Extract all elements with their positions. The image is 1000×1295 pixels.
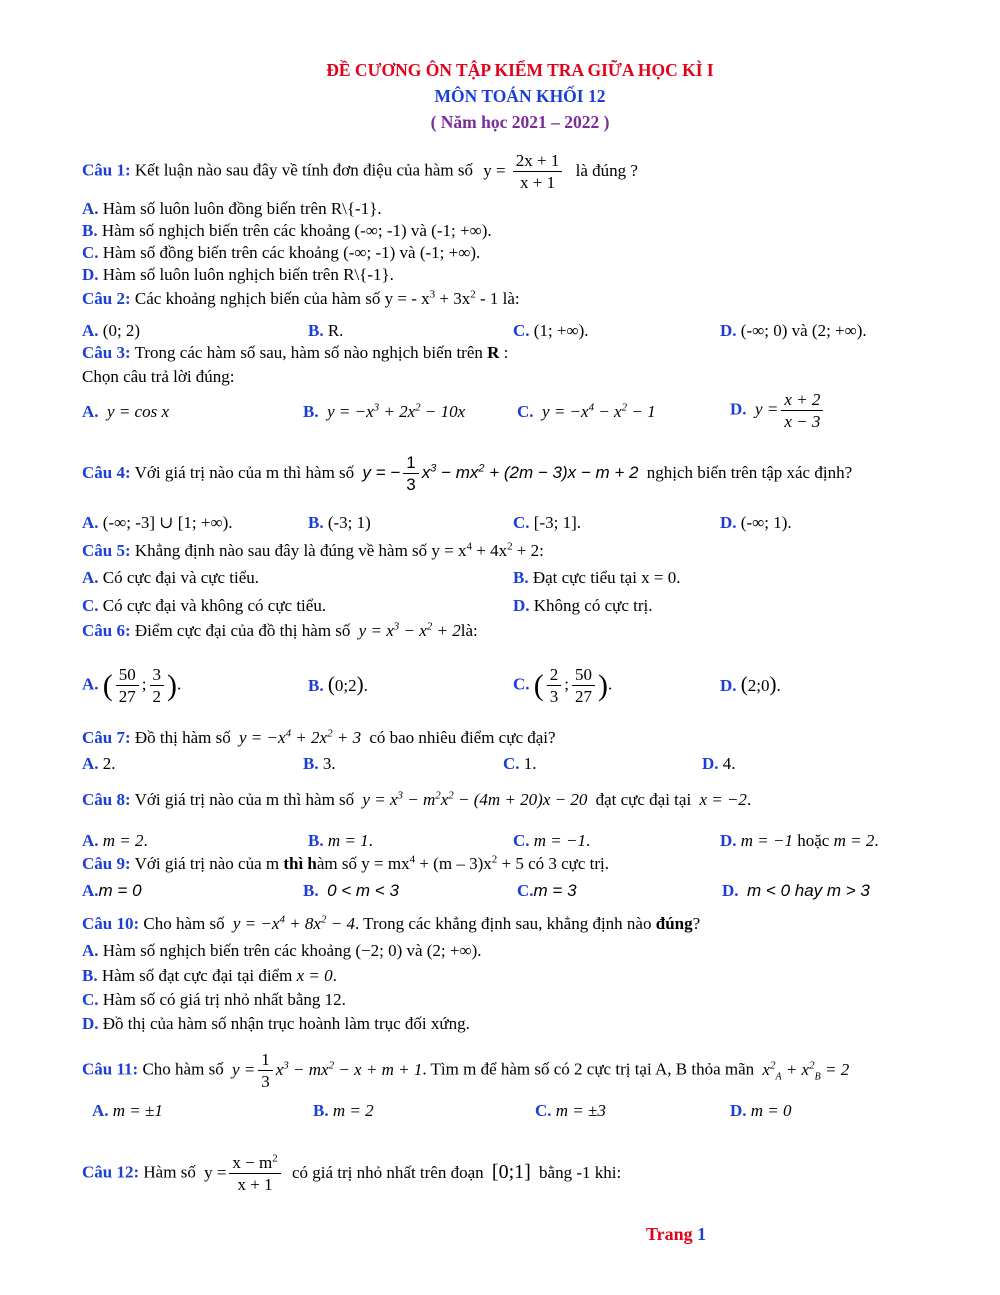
function-fraction (513, 150, 563, 194)
option-text: Không có cực trị. (533, 596, 653, 615)
q10-option-c (82, 990, 346, 1010)
option-text: (-∞; -3] ∪ [1; +∞). (102, 513, 233, 532)
option-letter: D. (720, 321, 737, 340)
option-letter: B. (303, 754, 319, 773)
interval: [0;1] (491, 1160, 531, 1183)
function-expression: y = $\frac{1}{3}$ $x^3 - mx^2 - x + m + 1$ (231, 1050, 423, 1092)
option-text: Hàm số luôn luôn đồng biến trên R\{-1}. (102, 199, 382, 218)
q1-option-c (82, 243, 480, 263)
set-symbol: R (487, 343, 500, 362)
question-text: - 1 là: (475, 289, 520, 308)
q7-option-c (503, 754, 537, 774)
question-text-end: đạt cực đại tại (595, 790, 692, 809)
q1-option-a (82, 199, 382, 219)
question-label: Câu 11: (82, 1059, 139, 1079)
q9-option-b (303, 881, 399, 901)
q3-option-c (517, 402, 656, 422)
q11-option-b (313, 1101, 374, 1121)
question-text: Điểm cực đại của đồ thị hàm số (134, 621, 351, 640)
option-letter: C. (535, 1101, 552, 1120)
option-letter: B. (308, 321, 324, 340)
option-letter: C. (517, 402, 534, 421)
question-9: Câu 9: Với giá trị nào của m thì hàm số $y = mx^4 + (m - 3)x^2 + 5$ có 3 cực trị. (82, 853, 610, 873)
q4-option-d (720, 513, 792, 533)
question-3-sub: Chọn câu trả lời đúng: (82, 367, 235, 386)
question-label: Câu 10: (82, 914, 140, 933)
option-letter: D. (513, 596, 530, 615)
option-text: Có cực đại và không có cực tiểu. (102, 596, 327, 615)
question-10: Câu 10: Cho hàm số $y = -x^4 + 8x^2 - 4$. Trong các khẳng định sau, khẳng định nào đúng? (82, 913, 701, 933)
q3-option-d (730, 389, 826, 433)
option-math: 0 < m < 3 (327, 881, 399, 900)
q3-option-b (303, 402, 465, 422)
question-label: Câu 12: (82, 1162, 140, 1182)
option-letter: B. (82, 221, 98, 240)
question-text: có giá trị nhỏ nhất trên đoạn (291, 1162, 484, 1182)
option-math: m = 3 (533, 881, 577, 900)
question-label: Câu 8: (82, 790, 131, 809)
question-text: Hàm số (143, 1162, 196, 1182)
option-letter: A. (82, 568, 99, 587)
option-letter: A. (82, 674, 99, 694)
option-text: 2. (102, 754, 116, 773)
option-letter: C. (82, 596, 99, 615)
doc-title: ĐỀ CƯƠNG ÔN TẬP KIỂM TRA GIỮA HỌC KÌ I (326, 60, 714, 80)
option-text: Đạt cực tiểu tại x = 0. (532, 568, 681, 587)
question-text-end: có bao nhiêu điểm cực đại? (369, 728, 556, 747)
question-label: Câu 9: (82, 854, 131, 873)
option-text: Hàm số đạt cực đại tại điểm (101, 966, 297, 985)
question-label: Câu 7: (82, 728, 131, 747)
option-text: (1; +∞). (533, 321, 589, 340)
option-letter: A. (82, 199, 99, 218)
q2-option-b (308, 321, 343, 341)
q7-option-b (303, 754, 336, 774)
option-text: 2;0 (747, 676, 770, 695)
option-letter: B. (313, 1101, 329, 1120)
condition-math: x = −2 (699, 790, 747, 809)
option-letter: D. (82, 1014, 99, 1033)
function-lhs: y = (204, 1162, 227, 1182)
q2-option-c (513, 321, 589, 341)
option-text: (-3; 1) (327, 513, 371, 532)
option-letter: B. (308, 513, 324, 532)
option-text: (-∞; 1). (740, 513, 792, 532)
q1-option-b (82, 221, 492, 241)
fraction-numerator: 2x + 1 (513, 150, 563, 172)
option-letter: C. (82, 990, 99, 1009)
doc-year: ( Năm học 2021 – 2022 ) (430, 112, 610, 132)
q1-option-d (82, 265, 394, 285)
question-text-end: bằng -1 khi: (539, 1162, 622, 1182)
option-letter: D. (720, 831, 737, 850)
q7-option-a (82, 754, 116, 774)
q5-option-a (82, 568, 259, 588)
option-letter: B. (308, 676, 324, 695)
q6-option-a: A. ( $\frac{50}{27}$ ; $\frac{3}{2}$ ). (82, 665, 182, 707)
option-text: R. (327, 321, 344, 340)
q2-option-d (720, 321, 867, 341)
option-math: m = 2 (102, 831, 144, 850)
q4-option-a (82, 513, 233, 533)
option-math: m = −1 (740, 831, 794, 850)
question-text-end: . Tìm m để hàm số có 2 cực trị tại A, B thỏa mãn (422, 1059, 755, 1079)
q6-option-d: D. (2;0). (720, 672, 781, 696)
option-text: 1. (523, 754, 537, 773)
option-math: x = 0 (296, 966, 333, 985)
question-7 (82, 728, 556, 748)
q10-option-b: B. Hàm số đạt cực đại tại điểm x = 0. (82, 966, 337, 985)
function-expression: $y = x^3 - m^2x^2 - (4m + 20)x - 20$ (362, 789, 588, 809)
option-text: (0; 2) (102, 321, 141, 340)
question-text: Với giá trị nào của m (134, 854, 284, 873)
option-letter: B. (82, 966, 98, 985)
option-letter: A. (82, 831, 99, 850)
option-text: Hàm số có giá trị nhỏ nhất bằng 12. (102, 990, 346, 1009)
option-math: m = 0 (98, 881, 142, 900)
question-text: Với giá trị nào của m thì hàm số (134, 790, 355, 809)
option-math: y = cos x (107, 402, 170, 421)
option-letter: C. (513, 674, 530, 694)
function-expression: $y = -x^4 + 8x^2 - 4$ (232, 913, 355, 933)
option-math: $y = -x^4 - x^2 - 1$ (542, 401, 656, 421)
function-fraction: $\frac{x - m^2}{x + 1}$ (229, 1152, 280, 1196)
q11-option-c (535, 1101, 606, 1121)
function-lhs: y = (483, 160, 506, 180)
exponent: 3 (429, 288, 436, 301)
option-text: 0;2 (334, 676, 357, 695)
question-label: Câu 5: (82, 541, 131, 560)
question-6 (82, 621, 478, 641)
option-fraction: $\frac{x + 2}{x - 3}$ (781, 389, 823, 433)
question-label: Câu 2: (82, 289, 131, 308)
question-11 (82, 1049, 849, 1093)
question-text: Kết luận nào sau đây về tính đơn điệu của hàm số (134, 160, 473, 180)
question-label: Câu 6: (82, 621, 131, 640)
question-3 (82, 343, 508, 363)
option-text: Hàm số luôn luôn nghịch biến trên R\{-1}. (102, 265, 394, 284)
option-letter: C. (513, 321, 530, 340)
q8-option-a: A. m = 2. (82, 831, 148, 850)
option-letter: B. (308, 831, 324, 850)
option-letter: C. (517, 881, 534, 900)
q9-option-a (82, 881, 142, 901)
q5-option-c (82, 596, 326, 616)
option-letter: A. (82, 754, 99, 773)
q10-option-d (82, 1014, 470, 1034)
option-letter: A. (82, 402, 99, 421)
question-text-end: nghịch biến trên tập xác định? (646, 463, 853, 483)
function-expression: $y = -x^4 + 2x^2 + 3$ (239, 727, 362, 747)
option-letter: D. (720, 513, 737, 532)
q3-option-a (82, 402, 169, 422)
q11-option-a (92, 1101, 163, 1121)
option-letter: D. (702, 754, 719, 773)
option-math: m < 0 hay m > 3 (747, 881, 870, 900)
option-text: Hàm số đồng biến trên các khoảng (-∞; -1) và (-1; +∞). (102, 243, 481, 262)
option-math: m = −1 (533, 831, 587, 850)
option-letter: D. (722, 881, 739, 900)
option-math: m = 1 (327, 831, 369, 850)
option-text: Hàm số nghịch biến trên các khoảng (−2; 0) và (2; +∞). (102, 941, 482, 960)
q9-option-c (517, 881, 577, 901)
q8-option-b: B. m = 1. (308, 831, 373, 850)
option-letter: A. (82, 321, 99, 340)
question-label: Câu 1: (82, 160, 131, 180)
page-digit: 1 (697, 1224, 707, 1244)
question-12 (82, 1152, 621, 1196)
fraction-denominator: x + 1 (520, 173, 556, 193)
option-letter: B. (303, 402, 319, 421)
option-letter: C. (503, 754, 520, 773)
option-letter: D. (720, 676, 737, 695)
option-text: Có cực đại và cực tiểu. (102, 568, 260, 587)
question-text-end: là: (460, 621, 478, 640)
q5-option-d (513, 596, 653, 616)
q7-option-d (702, 754, 736, 774)
option-math: m = 2 (332, 1101, 374, 1120)
question-text: : (499, 343, 509, 362)
option-letter: A. (82, 881, 99, 900)
exponent: 2 (470, 288, 476, 301)
option-letter: C. (513, 831, 530, 850)
question-label: Câu 3: (82, 343, 131, 362)
option-math: m = 0 (750, 1101, 792, 1120)
q5-option-b (513, 568, 681, 588)
q9-option-d (722, 881, 870, 901)
option-text: Hàm số nghịch biến trên các khoảng (-∞; -1) và (-1; +∞). (101, 221, 492, 240)
q8-option-c: C. m = −1. (513, 831, 591, 850)
q6-option-b: B. (0;2). (308, 672, 368, 696)
option-letter: C. (513, 513, 530, 532)
question-text: Khẳng định nào sau đây là đúng về hàm số y = x (134, 541, 467, 560)
question-4 (82, 452, 852, 496)
question-text: Cho hàm số (142, 1059, 224, 1079)
option-letter: B. (303, 881, 319, 900)
question-2 (82, 289, 520, 309)
question-text-end: là đúng ? (575, 160, 638, 180)
question-text: Các khoảng nghịch biến của hàm số y = - x (134, 289, 430, 308)
question-text: Đồ thị hàm số (134, 728, 231, 747)
option-letter: C. (82, 243, 99, 262)
q10-option-a (82, 941, 482, 961)
option-text: 3. (322, 754, 336, 773)
option-math: y = (755, 399, 779, 419)
page-number (646, 1224, 706, 1245)
doc-subject: MÔN TOÁN KHỐI 12 (434, 86, 606, 106)
q4-option-c (513, 513, 581, 533)
q4-option-b (308, 513, 371, 533)
q6-option-c: C. ( $\frac{2}{3}$ ; $\frac{50}{27}$ ). (513, 665, 613, 707)
option-letter: A. (82, 941, 99, 960)
option-text: 4. (722, 754, 736, 773)
function-expression: y = − $\frac{1}{3}$ $x^3 - mx^2 + (2m - 3)x - m + 2$ (362, 453, 639, 495)
q11-option-d (730, 1101, 792, 1121)
option-text: Đồ thị của hàm số nhận trục hoành làm trục đối xứng. (102, 1014, 470, 1033)
question-text: Trong các hàm số sau, hàm số nào nghịch biến trên (134, 343, 483, 362)
option-math: $y = -x^3 + 2x^2 - 10x$ (327, 401, 466, 421)
question-5: Câu 5: Khẳng định nào sau đây là đúng về hàm số $y = x^4 + 4x^2 + 2$: (82, 540, 544, 560)
option-math: m = ±3 (555, 1101, 606, 1120)
condition-math: $x^2_A + x^2_B = 2$ (762, 1059, 850, 1083)
option-letter: A. (92, 1101, 109, 1120)
question-text: + 3x (435, 289, 471, 308)
question-text: Cho hàm số (143, 914, 225, 933)
question-8: Câu 8: Với giá trị nào của m thì hàm số $y = x^3 - m^2x^2 - (4m + 20)x - 20$ đạt cực đại tại x = −2. (82, 789, 752, 809)
option-letter: A. (82, 513, 99, 532)
option-letter: D. (730, 399, 747, 419)
page-word: Trang (646, 1224, 693, 1244)
question-text: Với giá trị nào của m thì hàm số (134, 463, 355, 483)
question-label: Câu 4: (82, 463, 131, 483)
option-math: m = 2 (833, 831, 875, 850)
option-text: [-3; 1]. (533, 513, 581, 532)
q8-option-d: D. m = −1 hoặc m = 2. (720, 831, 879, 850)
q2-option-a (82, 321, 140, 341)
option-text: (-∞; 0) và (2; +∞). (740, 321, 867, 340)
function-expression: $y = x^3 - x^2 + 2$ (358, 620, 461, 640)
option-letter: D. (82, 265, 99, 284)
question-1 (82, 150, 638, 194)
option-letter: D. (730, 1101, 747, 1120)
option-math: m = ±1 (112, 1101, 163, 1120)
option-letter: B. (513, 568, 529, 587)
